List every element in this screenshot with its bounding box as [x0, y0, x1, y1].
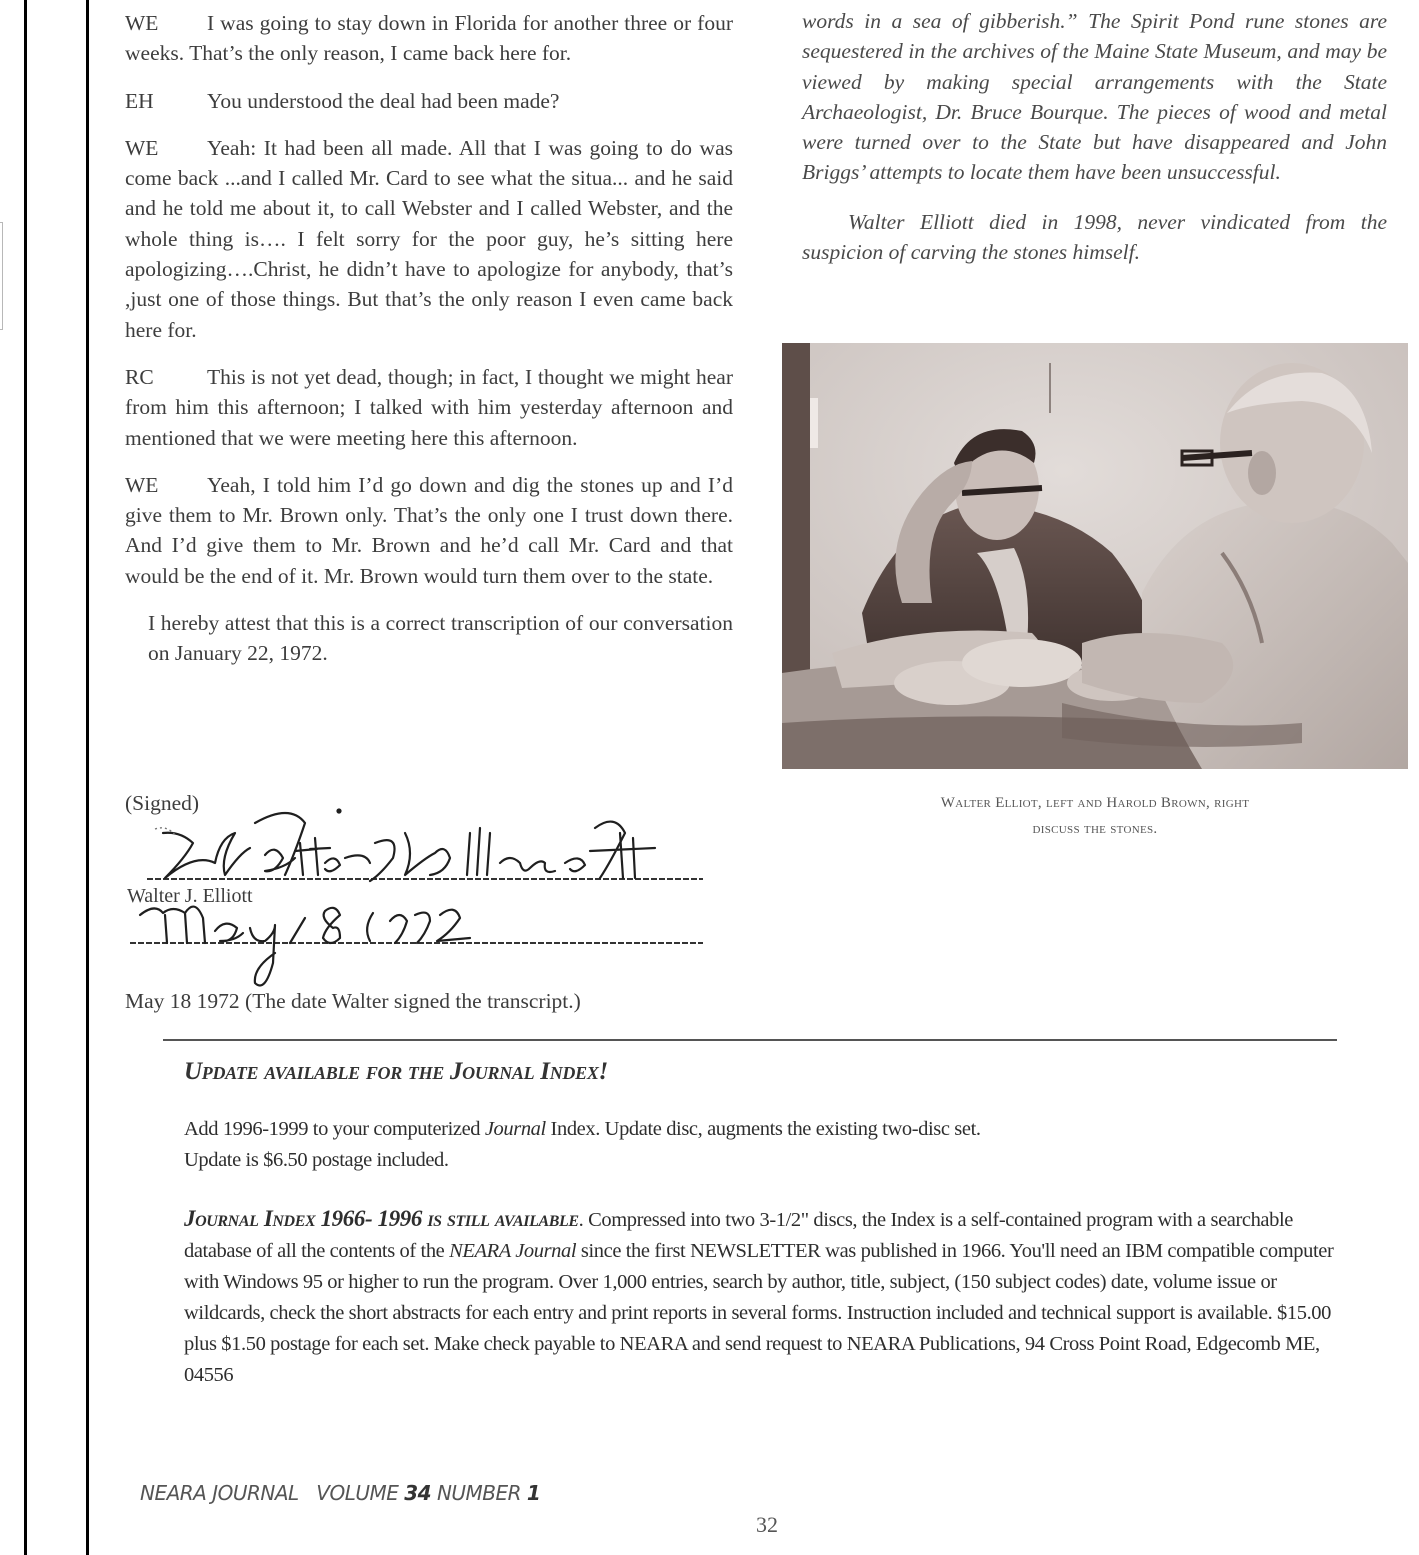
article-continuation [802, 6, 1387, 286]
margin-rule-outer [24, 0, 27, 1555]
exchange-text: This is not yet dead, though; in fact, I thought we might hear from him this afternoon; I talked with him yesterday afternoon and mentioned that we were meeting here this afternoon. [125, 364, 733, 450]
exchange-text: I was going to stay down in Florida for another three or four weeks. That’s the only reason, I came back here for. [125, 11, 733, 66]
signature-strokes [163, 810, 655, 882]
volume-label: VOLUME [316, 1481, 399, 1505]
speaker-label: EH [125, 88, 154, 113]
transcript-column [125, 8, 733, 1013]
speaker-label: WE [125, 472, 159, 497]
page-number: 32 [756, 1512, 778, 1537]
update-price: Update is $6.50 postage included. [184, 1149, 449, 1171]
transcript-exchange [125, 86, 733, 116]
article-paragraph: words in a sea of gibberish.” The Spirit Pond rune stones are sequestered in the archives of the Maine State Museum, and may be viewed by making special arrangements with the State Archaeologist, Dr. Bruce Bourque. The pieces of wood and metal were turned over to the State but have disappeared and John Briggs’ attempts to locate them have been unsuccessful. [802, 9, 1387, 185]
speaker-label: WE [125, 11, 159, 35]
transcript-exchange [125, 470, 733, 591]
attestation: I hereby attest that this is a correct transcription of our conversation on January 22, 1972. [148, 611, 733, 666]
index-paragraph [184, 1203, 1354, 1391]
journal-footer [140, 1481, 540, 1505]
handwritten-signature [125, 803, 745, 1003]
edge-box [0, 222, 3, 330]
signed-label: (Signed) [125, 791, 200, 815]
journal-title: NEARA Journal [449, 1240, 577, 1262]
issue-number: 1 [526, 1481, 541, 1505]
transcript-exchange [125, 133, 733, 345]
update-paragraph [184, 1114, 1354, 1176]
printed-name: Walter J. Elliott [127, 885, 253, 907]
caption-line: Walter Elliot, left and Harold Brown, right [940, 795, 1250, 811]
journal-name: NEARA JOURNAL [140, 1481, 299, 1505]
exchange-text: Yeah: It had been all made. All that I was going to do was come back ...and I called Mr. Card to see what the situa... and he said and he told me about it, to call Webster and I called Webster, and the whole thing is…. I felt sorry for the poor guy, he’s sitting here apologizing….Christ, he didn’t have to apologize for anybody, that’s ,just one of those things. But that’s the only reason I even came back here for. [125, 135, 733, 342]
number-label: NUMBER [436, 1481, 522, 1505]
handwritten-date [140, 907, 470, 986]
journal-index-notice [184, 1058, 1354, 1418]
exchange-text: You understood the deal had been made? [207, 88, 560, 113]
caption-line: discuss the stones. [1032, 821, 1158, 837]
photo-image [782, 343, 1408, 769]
date-note: May 18 1972 (The date Walter signed the transcript.) [125, 989, 581, 1013]
speaker-label: RC [125, 364, 154, 389]
exchange-text: Yeah, I told him I’d go down and dig the stones up and I’d give them to Mr. Brown only. That’s the only one I trust down there. And I’d give them to Mr. Brown and he’d call Mr. Card and that would be the end of it. Mr. Brown would turn them over to the state. [125, 472, 733, 588]
update-text: Index. Update disc, augments the existing two-disc set. [545, 1118, 981, 1140]
speaker-label: WE [125, 135, 159, 160]
volume-number: 34 [404, 1481, 432, 1505]
photo-walter-elliot-harold-brown [782, 343, 1408, 769]
index-text: since the first NEWSLETTER was published in 1966. You'll need an IBM compatible computer with Windows 95 or higher to run the program. Over 1,000 entries, search by author, title, subject, (150 subject codes) date, volume issue or wildcards, check the short abstracts for each entry and print reports in several forms. Instruction included and technical support is available. $15.00 plus $1.50 postage for each set. Make check payable to NEARA and send request to NEARA Publications, 94 Cross Point Road, Edgecomb ME, 04556 [184, 1240, 1334, 1386]
index-lead: Journal Index 1966- 1996 is still available [184, 1206, 579, 1231]
notice-heading: Update available for the Journal Index! [184, 1058, 608, 1085]
section-divider [163, 1039, 1337, 1041]
update-text: Add 1996-1999 to your computerized [184, 1118, 485, 1140]
transcript-exchange [125, 362, 733, 453]
article-paragraph: Walter Elliott died in 1998, never vindicated from the suspicion of carving the stones himself. [802, 209, 1387, 265]
photo-caption [800, 790, 1390, 842]
journal-title: Journal [484, 1118, 546, 1140]
margin-rule-inner [86, 0, 89, 1555]
index-text: . Compressed into two 3-1/2" discs, the Index is a self-contained program with a searchable database of all the contents of the [184, 1209, 1293, 1262]
transcript-exchange [125, 8, 733, 69]
